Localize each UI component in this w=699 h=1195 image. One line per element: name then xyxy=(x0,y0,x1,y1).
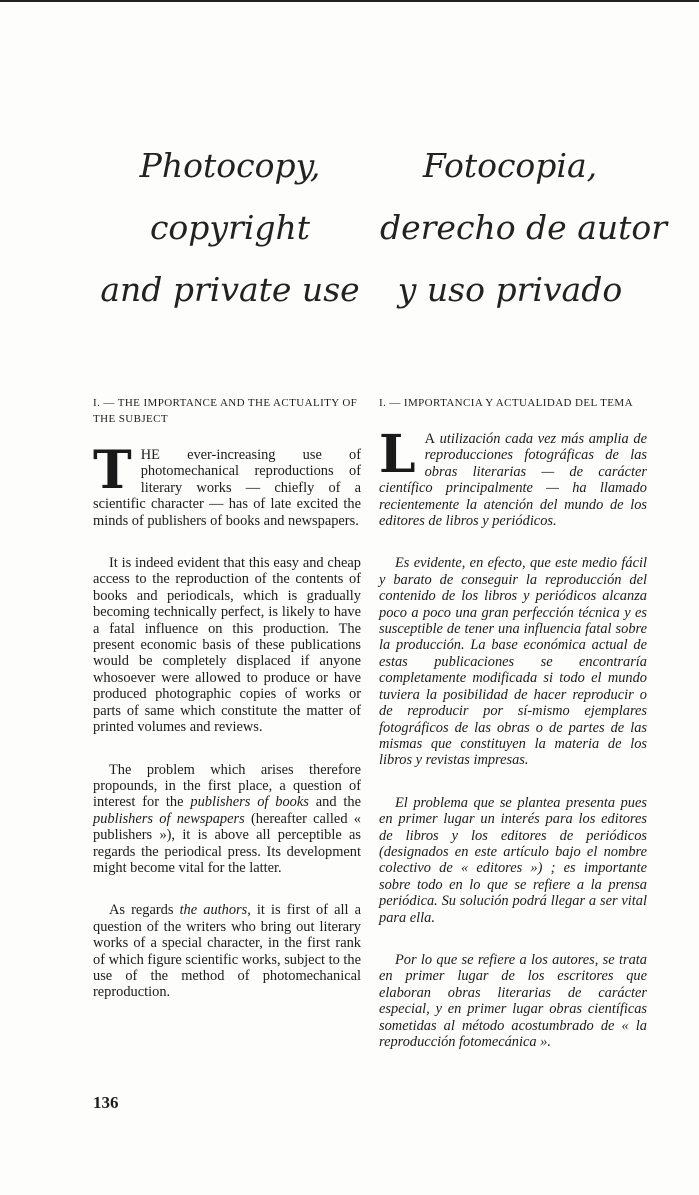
english-title-line-2: copyright xyxy=(149,208,311,247)
spanish-paragraph-4: Por lo que se refiere a los autores, se trata en primer lugar de los escritores que elaboran obras literarias de carácter especial, y en primer lugar obras científicas sometidas al método acostumbrado de « la reproducción fotomecánica ». xyxy=(379,951,647,1050)
english-paragraph-4-part-c: , it is first of all a question of the writers who bring out literary works of a special character, in the first rank of which figure scientific works, subject to the use of the method of photomechanical reproduction. xyxy=(93,902,361,1001)
english-paragraph-1 xyxy=(93,440,361,529)
english-emphasis-publishers-of-newspapers: publishers of newspapers xyxy=(93,810,245,827)
spanish-paragraph-1-text: utilización cada vez más amplia de reproducciones fotográficas de las obras literarias — de carácter científico principalmente — ha llamado recientemente la atención del mundo de los editores de libros y periódicos. xyxy=(379,431,647,530)
spanish-paragraph-3: El problema que se plantea presenta pues en primer lugar un interés para los editores de libros y los editores de periódicos (designados en este artículo bajo el nombre colectivo de « editores ») ; es importante sobre todo en lo que se refiere a la prensa periódica. Su solución podrá llegar a ser vital para ella. xyxy=(379,794,647,926)
spanish-section-heading: I. — IMPORTANCIA Y ACTUALIDAD DEL TEMA xyxy=(379,397,633,409)
english-lead-word: HE xyxy=(140,447,160,463)
spanish-column xyxy=(379,395,647,1076)
english-paragraph-1-text: ever-increasing use of photomechanical reproductions of literary works — chiefly of a scientific character — has of late excited the minds of publishers of books and newspapers. xyxy=(93,447,361,529)
english-emphasis-the-authors: the authors xyxy=(179,902,248,919)
spanish-lead-word: A xyxy=(424,431,435,447)
spanish-drop-cap: L xyxy=(379,424,416,485)
spanish-title-line-2: derecho de autor xyxy=(380,208,668,247)
english-paragraph-4-part-a: As regards xyxy=(109,902,180,919)
english-paragraph-3-part-c: and the xyxy=(308,794,361,811)
spanish-paragraph-2: Es evidente, en efecto, que este medio fácil y barato de conseguir la reproducción del contenido de los libros y periódicos alcanza poco a poco una gran perfección técnica y es susceptible de tener una influencia fatal sobre la producción. La base económica actual de estas publicaciones se encontraría completamente modificada si todo el mundo tuviera la posibilidad de hacer reproducir o de reproducir por sí-mismo ejemplares fotográficos de las obras o de partes de las mismas que constituyen la materia de los libros y revistas impresas. xyxy=(379,555,647,769)
english-title xyxy=(95,135,365,321)
english-title-line-1: Photocopy, xyxy=(139,146,321,185)
english-column xyxy=(93,395,361,1027)
english-title-line-3: and private use xyxy=(100,270,360,309)
english-emphasis-publishers-of-books: publishers of books xyxy=(190,794,309,811)
spanish-title-line-1: Fotocopia, xyxy=(422,146,598,185)
english-drop-cap: T xyxy=(93,440,132,501)
spanish-title xyxy=(380,135,668,321)
english-paragraph-2: It is indeed evident that this easy and cheap access to the reproduction of the contents of books and periodicals, which is gradually becoming technically perfect, is likely to have a fatal influence on this production. The present economic basis of these publications would be completely displaced if anyone whosoever were allowed to produce or have produced photographic copies of works or parts of same which constitute the matter of printed volumes and reviews. xyxy=(93,555,361,736)
top-rule xyxy=(0,0,699,2)
english-paragraph-3 xyxy=(93,762,361,877)
spanish-paragraph-1 xyxy=(379,424,647,530)
english-paragraph-3-part-a: The problem which arises therefore propounds, in the first place, a question of interest for the xyxy=(93,761,361,811)
spanish-title-line-3: y uso privado xyxy=(397,270,623,309)
page-number: 136 xyxy=(93,1093,119,1112)
english-paragraph-3-part-e: (hereafter called « publishers »), it is above all perceptible as regards the periodical press. Its development might become vital for the latter. xyxy=(93,810,361,876)
english-paragraph-4 xyxy=(93,902,361,1000)
english-section-heading: I. — THE IMPORTANCE AND THE ACTUALITY OF THE SUBJECT xyxy=(93,397,358,425)
